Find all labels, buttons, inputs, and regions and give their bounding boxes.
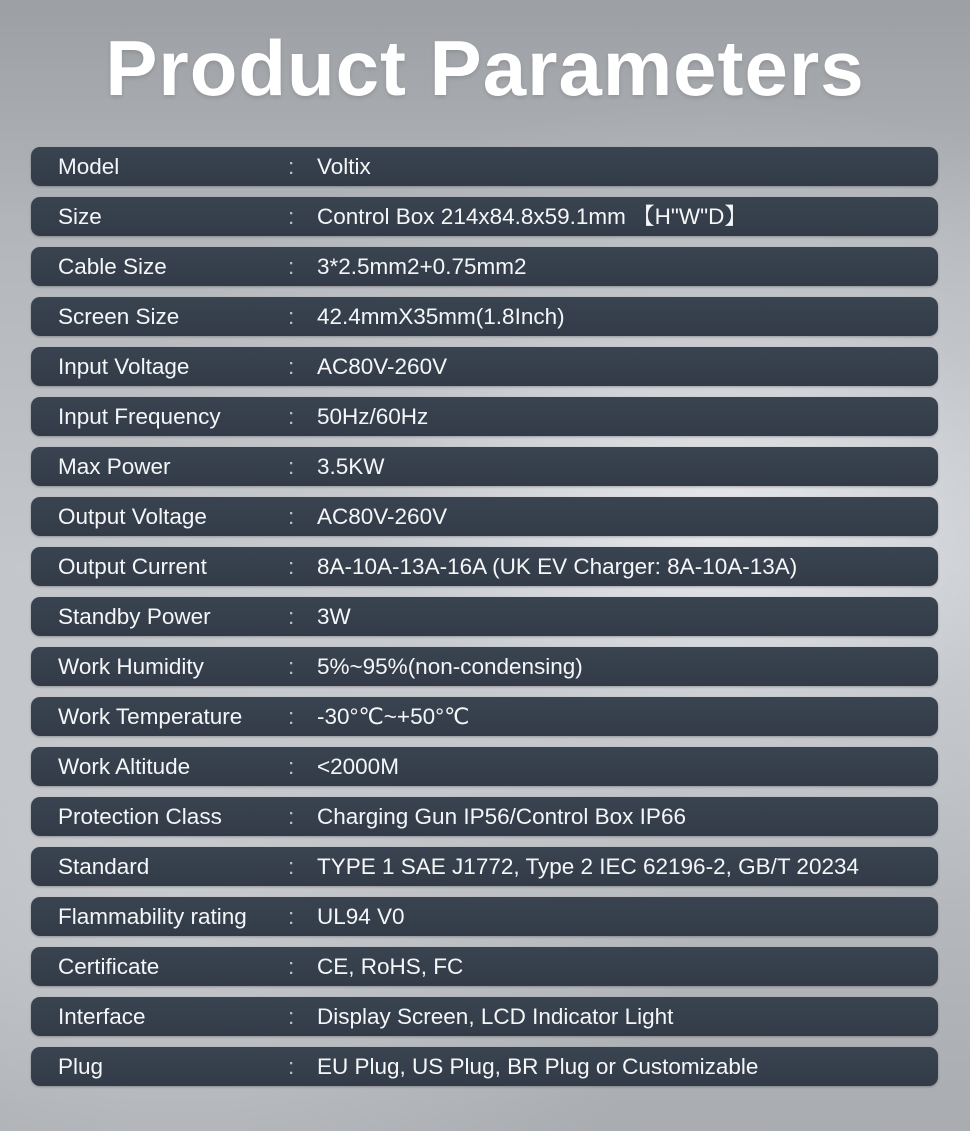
param-separator: : <box>288 854 295 879</box>
param-row-protection-class <box>31 797 938 836</box>
param-value: 42.4mmX35mm(1.8Inch) <box>317 304 565 329</box>
param-row-size <box>31 197 938 236</box>
param-separator: : <box>288 904 295 929</box>
param-label: Input Voltage <box>58 354 190 379</box>
param-separator: : <box>288 254 295 279</box>
param-label: Cable Size <box>58 254 167 279</box>
param-separator: : <box>288 404 295 429</box>
param-separator: : <box>288 304 295 329</box>
param-row-model <box>31 147 938 186</box>
param-separator: : <box>288 1054 295 1079</box>
param-label: Plug <box>58 1054 104 1079</box>
param-row-output-current <box>31 547 938 586</box>
param-row-screen-size <box>31 297 938 336</box>
param-separator: : <box>288 804 295 829</box>
param-label: Work Altitude <box>58 754 191 779</box>
param-separator: : <box>288 1004 295 1029</box>
param-row-interface <box>31 997 938 1036</box>
param-row-work-temperature <box>31 697 938 736</box>
param-separator: : <box>288 654 295 679</box>
param-row-plug <box>31 1047 938 1086</box>
param-label: Work Humidity <box>58 654 204 679</box>
param-separator: : <box>288 504 295 529</box>
param-row-work-altitude <box>31 747 938 786</box>
param-separator: : <box>288 754 295 779</box>
param-label: Standby Power <box>58 604 211 629</box>
param-value: AC80V-260V <box>317 504 448 529</box>
param-row-flammability-rating <box>31 897 938 936</box>
param-label: Flammability rating <box>58 904 247 929</box>
param-value: 5%~95%(non-condensing) <box>317 654 583 679</box>
param-label: Output Voltage <box>58 504 207 529</box>
param-value: AC80V-260V <box>317 354 448 379</box>
param-value: CE, RoHS, FC <box>317 954 464 979</box>
param-label: Work Temperature <box>58 704 243 729</box>
param-label: Certificate <box>58 954 160 979</box>
param-row-standard <box>31 847 938 886</box>
param-row-work-humidity <box>31 647 938 686</box>
param-value: Voltix <box>317 154 371 179</box>
param-label: Screen Size <box>58 304 180 329</box>
param-value: UL94 V0 <box>317 904 405 929</box>
param-separator: : <box>288 604 295 629</box>
param-row-standby-power <box>31 597 938 636</box>
param-separator: : <box>288 354 295 379</box>
param-separator: : <box>288 154 295 179</box>
param-label: Max Power <box>58 454 171 479</box>
param-separator: : <box>288 954 295 979</box>
param-label: Model <box>58 154 120 179</box>
param-row-certificate <box>31 947 938 986</box>
param-row-max-power <box>31 447 938 486</box>
param-separator: : <box>288 204 295 229</box>
param-value: TYPE 1 SAE J1772, Type 2 IEC 62196-2, GB/T 20234 <box>317 854 859 879</box>
param-separator: : <box>288 704 295 729</box>
param-separator: : <box>288 554 295 579</box>
parameters-table <box>31 147 938 1097</box>
param-value: 50Hz/60Hz <box>317 404 429 429</box>
param-row-output-voltage <box>31 497 938 536</box>
param-value: Charging Gun IP56/Control Box IP66 <box>317 804 686 829</box>
param-label: Standard <box>58 854 150 879</box>
param-row-input-frequency <box>31 397 938 436</box>
param-value: EU Plug, US Plug, BR Plug or Customizable <box>317 1054 759 1079</box>
param-label: Output Current <box>58 554 207 579</box>
page-title: Product Parameters <box>105 24 865 112</box>
param-separator: : <box>288 454 295 479</box>
param-value: <2000M <box>317 754 399 779</box>
param-label: Interface <box>58 1004 146 1029</box>
param-value: -30°℃~+50°℃ <box>317 704 470 729</box>
param-value: Control Box 214x84.8x59.1mm 【H"W"D】 <box>317 204 747 229</box>
param-value: 3.5KW <box>317 454 385 479</box>
param-label: Size <box>58 204 102 229</box>
param-value: 3*2.5mm2+0.75mm2 <box>317 254 527 279</box>
param-value: 8A-10A-13A-16A (UK EV Charger: 8A-10A-13A) <box>317 554 798 579</box>
param-label: Input Frequency <box>58 404 221 429</box>
param-row-cable-size <box>31 247 938 286</box>
param-row-input-voltage <box>31 347 938 386</box>
param-value: 3W <box>317 604 351 629</box>
param-value: Display Screen, LCD Indicator Light <box>317 1004 674 1029</box>
param-label: Protection Class <box>58 804 222 829</box>
